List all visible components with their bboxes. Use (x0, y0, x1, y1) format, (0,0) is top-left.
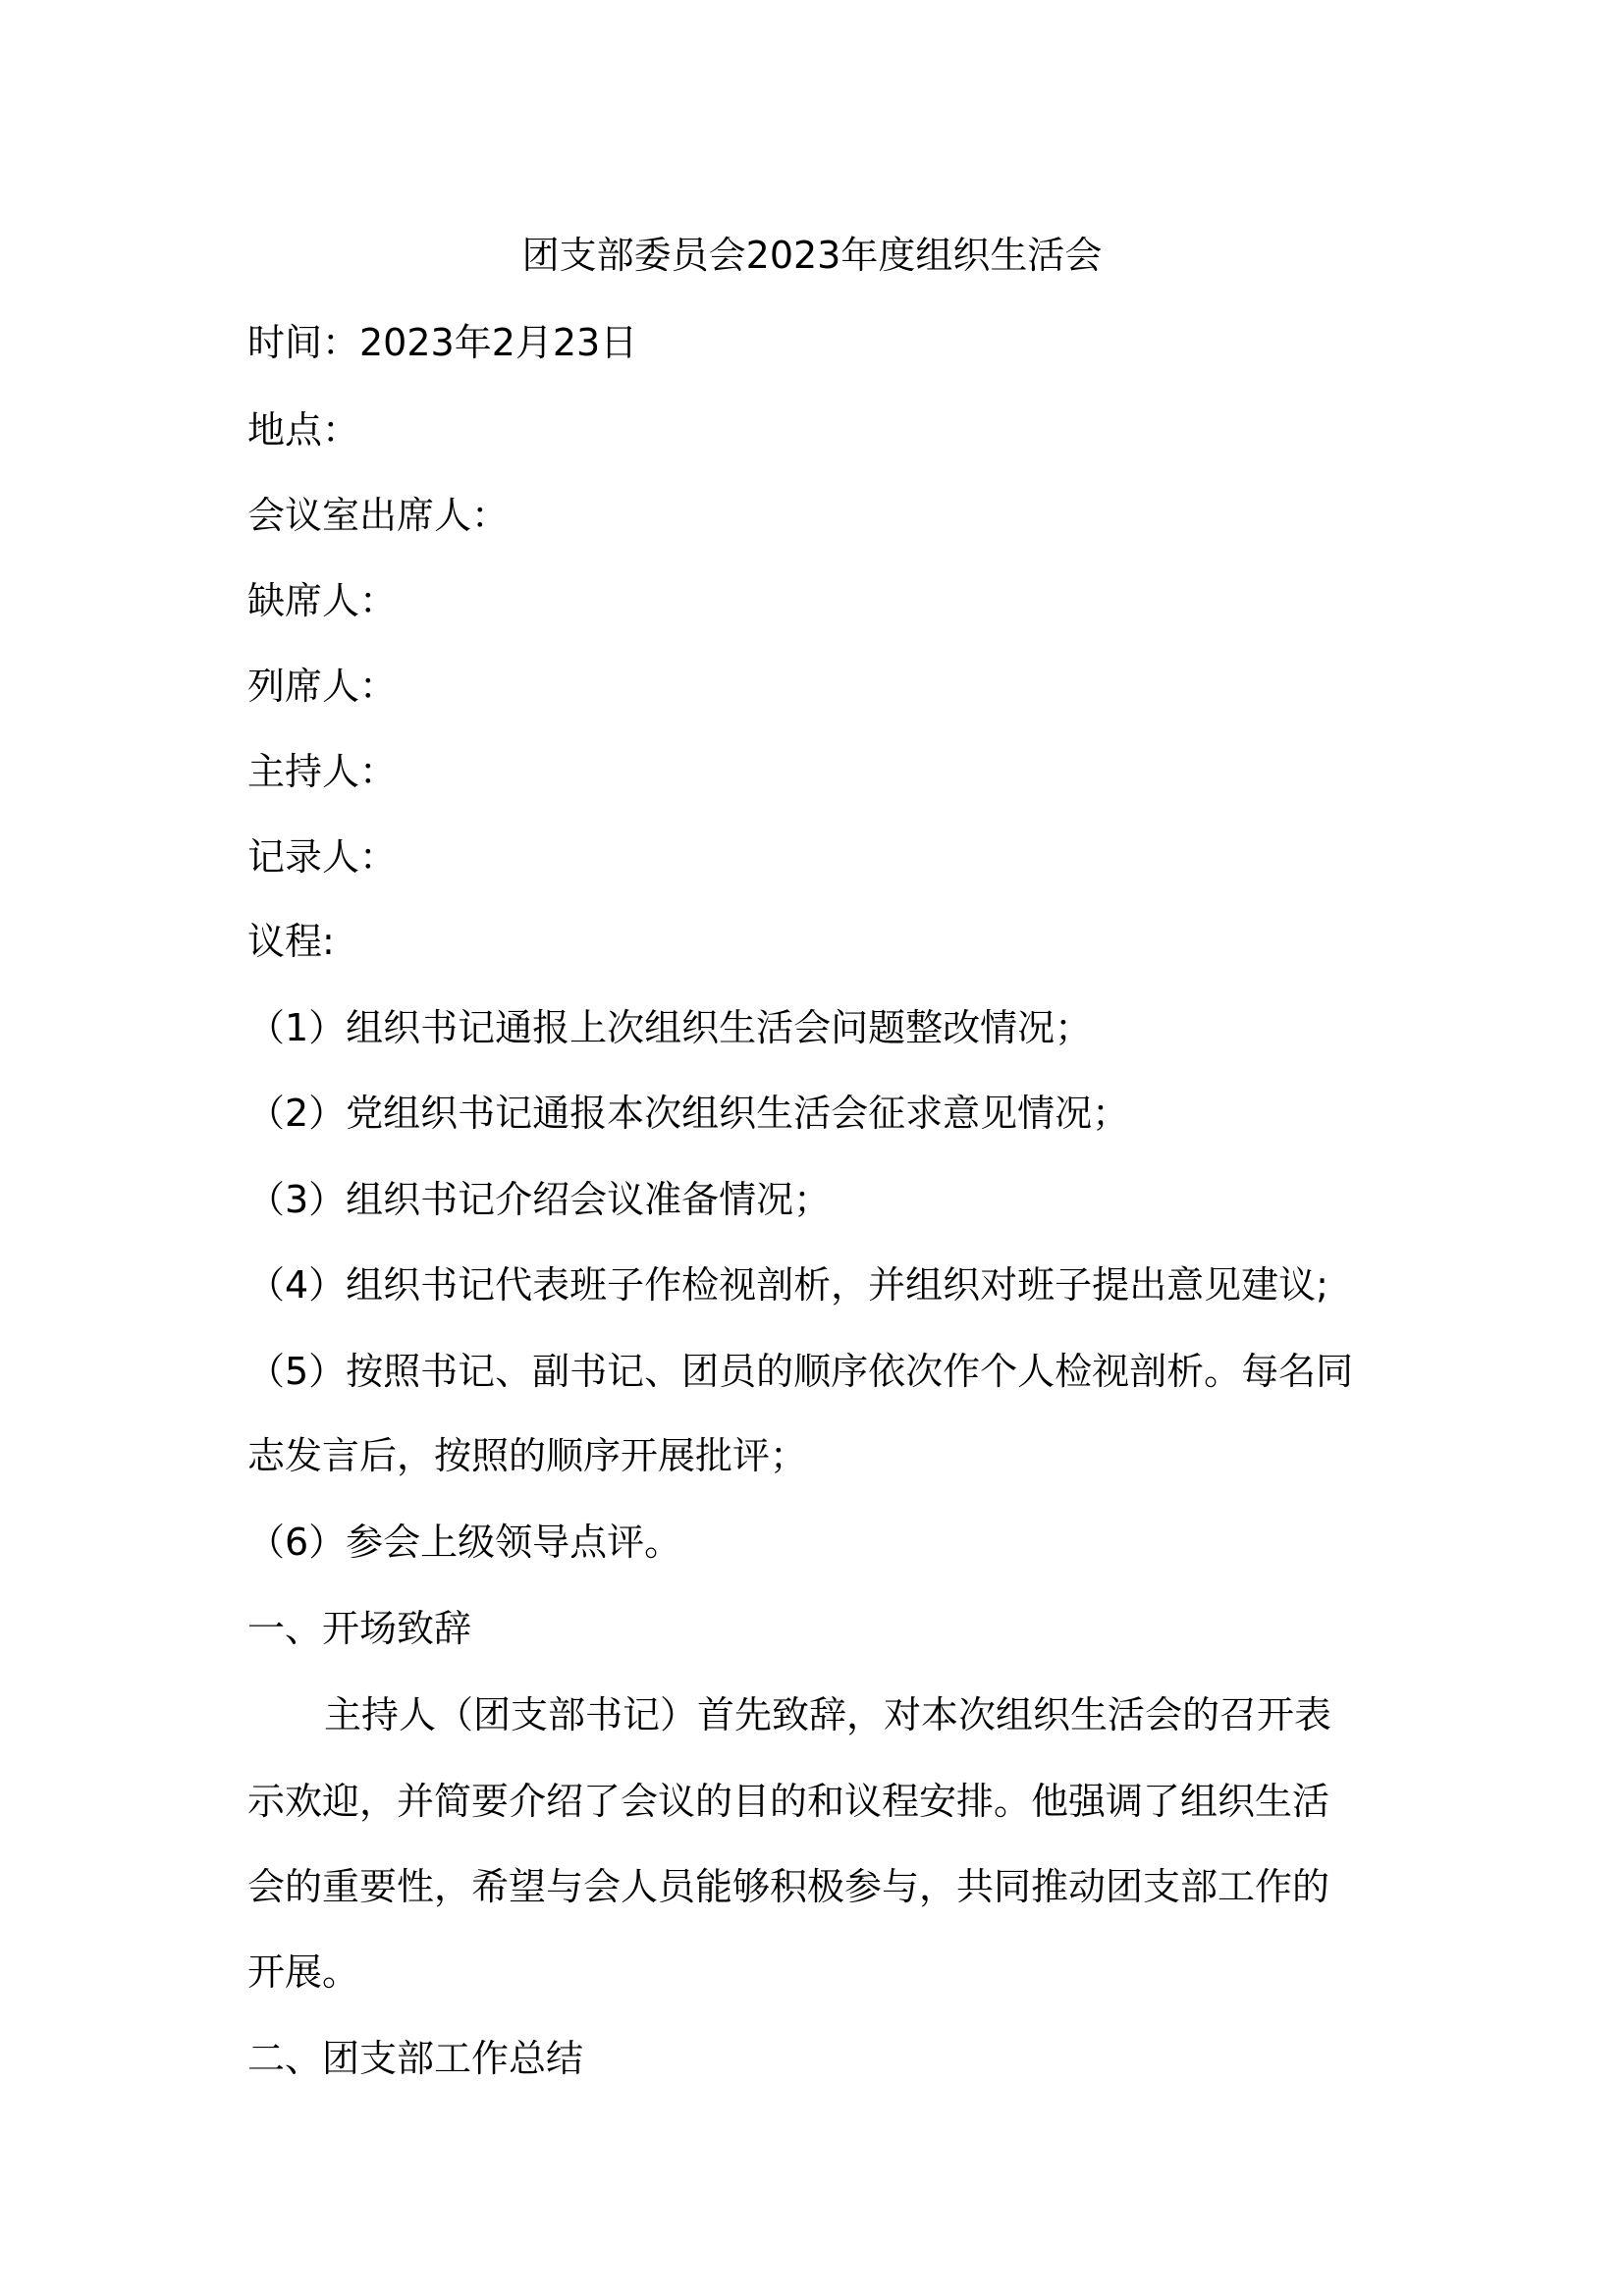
agenda-item: （3）组织书记介绍会议准备情况； (247, 1178, 832, 1221)
meeting-absentees: 缺席人： (247, 579, 398, 622)
section-heading: 二、团支部工作总结 (247, 2037, 584, 2080)
section-paragraph-line: 示欢迎，并简要介绍了会议的目的和议程安排。他强调了组织生活 (247, 1780, 1330, 1823)
meeting-recorder: 记录人： (247, 835, 398, 879)
agenda-item: （5）按照书记、副书记、团员的顺序依次作个人检视剖析。每名同 (247, 1350, 1354, 1393)
section-paragraph-line: 开展。 (247, 1950, 360, 1994)
agenda-label: 议程: (247, 920, 335, 963)
meeting-host: 主持人： (247, 750, 398, 793)
section-paragraph-line: 会的重要性，希望与会人员能够积极参与，共同推动团支部工作的 (247, 1865, 1330, 1908)
agenda-item: （4）组织书记代表班子作检视剖析，并组织对班子提出意见建议; (247, 1263, 1328, 1307)
meeting-observers: 列席人： (247, 665, 398, 708)
agenda-item: （1）组织书记通报上次组织生活会问题整改情况； (247, 1006, 1093, 1049)
agenda-item-continued: 志发言后，按照的顺序开展批评； (247, 1434, 808, 1477)
section-heading: 一、开场致辞 (247, 1607, 472, 1650)
document-title: 团支部委员会2023年度组织生活会 (521, 234, 1103, 277)
agenda-item: （6）参会上级领导点评。 (247, 1521, 682, 1564)
agenda-item: （2）党组织书记通报本次组织生活会征求意见情况； (247, 1092, 1130, 1135)
section-paragraph-line: 主持人（团支部书记）首先致辞，对本次组织生活会的召开表 (324, 1693, 1332, 1736)
meeting-attendees: 会议室出席人： (247, 494, 510, 537)
meeting-time: 时间：2023年2月23日 (247, 321, 638, 364)
meeting-location: 地点： (247, 408, 360, 452)
